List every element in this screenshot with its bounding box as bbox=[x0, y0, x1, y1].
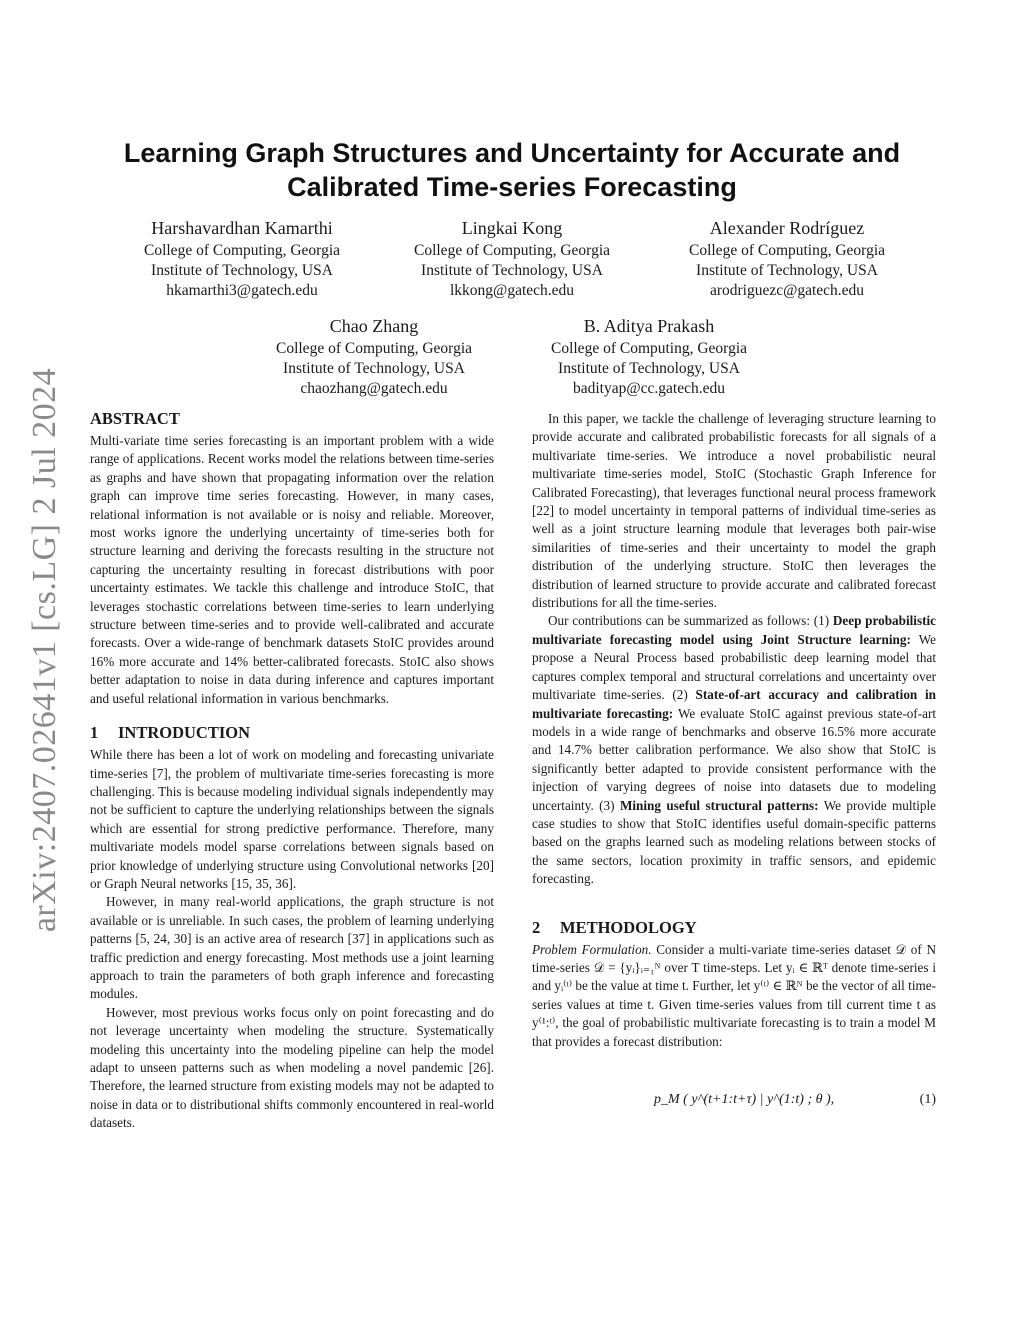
contrib-bold-3: Mining useful structural patterns: bbox=[619, 797, 819, 813]
author-name: B. Aditya Prakash bbox=[583, 316, 715, 336]
intro-paragraph-1: While there has been a lot of work on modeling and forecasting univariate time-series [7], the problem of multivariate time-series forecasting is more challenging. This is because modeling individual signals independently may not be sufficient to capture the underlying relationships between the signals which are essential for strong predictive performance. Therefore, many multivariate models model sparse correlations between signals based on prior knowledge of underlying structure using Convolutional networks [20] or Graph Neural networks [15, 35, 36]. bbox=[90, 747, 494, 891]
contrib-bold-1: Deep probabilistic multivariate forecasting model using Joint Structure learning: bbox=[532, 613, 937, 647]
equation-expression: p_M ( y^(t+1:t+τ) | y^(1:t) ; θ ), bbox=[654, 1092, 835, 1107]
contrib-text: Our contributions can be summarized as follows: (1) bbox=[548, 613, 833, 629]
author-affiliation: College of Computing, Georgia bbox=[275, 340, 473, 357]
author-name: Chao Zhang bbox=[329, 316, 419, 336]
section-title: INTRODUCTION bbox=[118, 723, 251, 743]
problem-formulation-label: Problem Formulation. bbox=[532, 941, 652, 957]
author-email: badityap@cc.gatech.edu bbox=[573, 380, 725, 397]
author-email: chaozhang@gatech.edu bbox=[300, 380, 448, 397]
abstract-text: Multi-variate time series forecasting is an important problem with a wide range of applications. Recent works model the relations between time-series as graphs and have shown that propagating information over the relation graph can improve time series forecasting. However, in many cases, relational information is not available or is noisy and reliable. Moreover, most works ignore the underlying uncertainty of time-series both for structure learning and deriving the forecasts resulting in the structure not capturing the uncertainty resulting in forecast distributions with poor uncertainty estimates. We tackle this challenge and introduce StoIC, that leverages stochastic correlations between time-series to learn underlying structure between time-series and to provide well-calibrated and accurate forecasts. Over a wide-range of benchmark datasets StoIC provides around 16% more accurate and 14% better-calibrated forecasts. StoIC also shows better adaptation to noise in data during inference and captures important and useful relational information in various benchmarks. bbox=[90, 433, 494, 706]
contrib-text: We evaluate StoIC against previous state-of-art models in a wide range of benchmarks and observe 16.5% more accurate and 14.7% better calibration performance. We also show that StoIC is significantly better adapted to provide consistent performance with the injection of varying degrees of noise into datasets due to modeling uncertainty. (3) bbox=[532, 705, 936, 813]
methodology-text: Consider a multi-variate time-series dataset 𝒟 of N time-series 𝒟 = {yᵢ}ᵢ₌₁ᴺ over T time-steps. Let yᵢ ∈ ℝᵀ denote time-series i and yᵢ⁽ᵗ⁾ be the value at time t. Further, let y⁽ᵗ⁾ ∈ ℝᴺ be the vector of all time-series values at time t. Given time-series values from till current time t as y⁽¹:ᵗ⁾, the goal of probabilistic multivariate forecasting is to train a model M that provides a forecast distribution: bbox=[532, 941, 936, 1049]
arxiv-identifier: arXiv:2407.02641v1 [cs.LG] 2 Jul 2024 bbox=[26, 367, 63, 933]
author-affiliation: College of Computing, Georgia bbox=[688, 242, 886, 259]
equation-number: (1) bbox=[919, 1092, 936, 1107]
paper-title bbox=[100, 136, 924, 204]
author-email: lkkong@gatech.edu bbox=[449, 282, 575, 299]
author-affiliation: College of Computing, Georgia bbox=[413, 242, 611, 259]
equation-1 bbox=[532, 1091, 936, 1117]
author-block-5 bbox=[529, 314, 769, 399]
author-block-2 bbox=[392, 216, 632, 301]
author-email: hkamarthi3@gatech.edu bbox=[166, 282, 318, 299]
introduction-heading bbox=[90, 722, 494, 744]
author-affiliation: Institute of Technology, USA bbox=[421, 262, 603, 279]
section-title: METHODOLOGY bbox=[560, 917, 697, 937]
author-email: arodriguezc@gatech.edu bbox=[709, 282, 865, 299]
intro-paragraph-4: In this paper, we tackle the challenge of leveraging structure learning to provide accurate and calibrated probabilistic forecasts for all signals of a multivariate time-series. We introduce a novel probabilistic neural multivariate time-series model, StoIC (Stochastic Graph Inference for Calibrated Forecasting), that leverages functional neural process framework [22] to model uncertainty in temporal patterns of individual time-series as well as a joint structure learning module that leverages both pair-wise similarities of time-series and their uncertainty to model the graph distribution of the underlying structure. StoIC then leverages the distribution of learned structure to provide accurate and calibrated forecast distributions for all the time-series. bbox=[532, 411, 936, 611]
section-number: 1 bbox=[90, 723, 99, 743]
title-line-2: Calibrated Time-series Forecasting bbox=[287, 172, 737, 202]
intro-paragraph-3: However, most previous works focus only on point forecasting and do not leverage uncertainty when modeling the structure. Systematically modeling this uncertainty into the modeling pipeline can help the model adapt to unseen patterns such as when modeling a novel pandemic [26]. Therefore, the learned structure from existing models may not be adapted to noise in data or to distributional shifts commonly encountered in real-world datasets. bbox=[90, 1004, 494, 1131]
methodology-paragraph bbox=[532, 941, 936, 1051]
left-column bbox=[90, 408, 494, 1133]
author-affiliation: College of Computing, Georgia bbox=[550, 340, 748, 357]
title-line-1: Learning Graph Structures and Uncertainty for Accurate and bbox=[123, 138, 901, 168]
author-block-4 bbox=[254, 314, 494, 399]
author-name: Harshavardhan Kamarthi bbox=[151, 218, 333, 238]
author-block-3 bbox=[667, 216, 907, 301]
section-number: 2 bbox=[532, 917, 541, 937]
right-column bbox=[532, 410, 936, 1117]
author-affiliation: Institute of Technology, USA bbox=[558, 360, 740, 377]
author-affiliation: Institute of Technology, USA bbox=[696, 262, 878, 279]
author-name: Alexander Rodríguez bbox=[709, 218, 865, 238]
author-name: Lingkai Kong bbox=[461, 218, 563, 238]
contributions-paragraph bbox=[532, 612, 936, 888]
contrib-text: We propose a Neural Process based probabilistic deep learning model that captures complex temporal and structural correlations and uncertainty over multivariate time-series. (2) bbox=[532, 631, 937, 703]
contrib-bold-2: State-of-art accuracy and calibration in multivariate forecasting: bbox=[532, 687, 936, 721]
contrib-text: We provide multiple case studies to show that StoIC identifies useful domain-specific patterns based on the graphs learned such as modeling relations between stocks of the same sectors, location proximity in traffic sensors, and epidemic forecasting. bbox=[532, 797, 936, 887]
intro-paragraph-2: However, in many real-world applications, the graph structure is not available or is unreliable. In such cases, the problem of learning underlying patterns [5, 24, 30] is an active area of research [37] in applications such as traffic prediction and energy forecasting. Most methods use a joint learning approach to train the parameters of both graph inference and forecasting modules. bbox=[90, 894, 494, 1002]
author-affiliation: Institute of Technology, USA bbox=[283, 360, 465, 377]
abstract-heading: ABSTRACT bbox=[90, 409, 180, 428]
author-affiliation: Institute of Technology, USA bbox=[151, 262, 333, 279]
author-affiliation: College of Computing, Georgia bbox=[143, 242, 341, 259]
author-block-1 bbox=[122, 216, 362, 301]
methodology-heading bbox=[532, 917, 936, 939]
